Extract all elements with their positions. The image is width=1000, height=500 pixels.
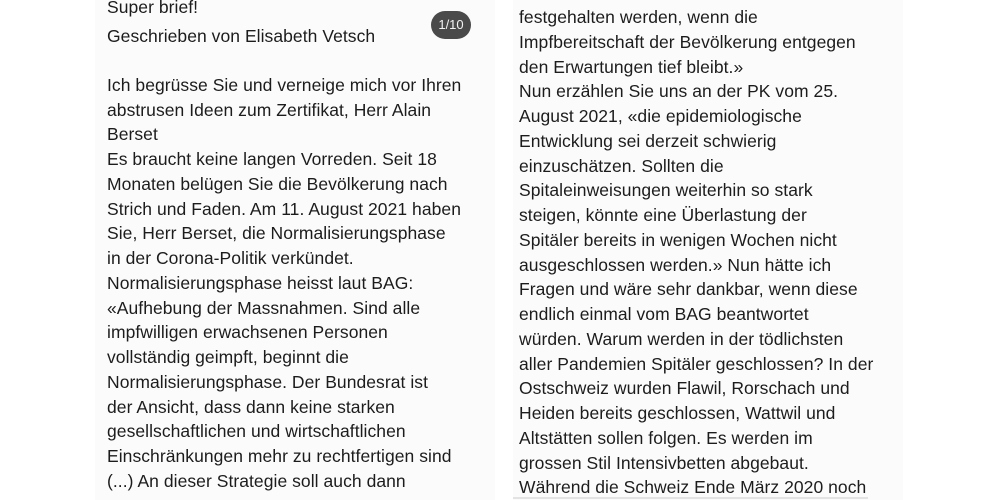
text-line: impfwilligen erwachsenen Personen [107, 322, 388, 342]
document-page-left [95, 0, 495, 500]
text-line: Impfbereitschaft der Bevölkerung entgegen [519, 32, 856, 52]
text-line: abstrusen Ideen zum Zertifikat, Herr Alain [107, 99, 432, 120]
text-line: würden. Warum werden in der tödlichsten [519, 329, 844, 349]
text-line: Ich begrüsse Sie und verneige mich vor Ihren [107, 75, 462, 95]
page-divider [513, 497, 868, 499]
text-line: August 2021, «die epidemiologische [519, 106, 802, 126]
text-line: Sie, Herr Berset, die Normalisierungsphase [107, 223, 446, 243]
text-line: Nun erzählen Sie uns an der PK vom 25. [519, 81, 839, 101]
text-line: Entwicklung sei derzeit schwierig [519, 131, 777, 151]
text-line: der Ansicht, dass dann keine starken [107, 396, 395, 417]
text-line: in der Corona-Politik verkündet. [107, 248, 354, 268]
text-line: endlich einmal vom BAG beantwortet [519, 304, 809, 324]
letter-headline: Super brief! [107, 0, 199, 17]
text-line: Normalisierungsphase. Der Bundesrat ist [107, 372, 428, 392]
text-line: Altstätten sollen folgen. Es werden im [519, 428, 813, 448]
text-line: Es braucht keine langen Vorreden. Seit 18 [107, 149, 437, 169]
text-line: (...) An dieser Strategie soll auch dann [107, 471, 406, 491]
text-line: Heiden bereits geschlossen, Wattwil und [519, 403, 836, 423]
text-line: festgehalten werden, wenn die [519, 7, 758, 27]
text-line: «Aufhebung der Massnahmen. Sind alle [107, 297, 421, 318]
text-line: Spitäler bereits in wenigen Wochen nicht [519, 230, 837, 250]
text-line: einzuschätzen. Sollten die [519, 155, 724, 176]
text-line: Monaten belügen Sie die Bevölkerung nach [107, 174, 448, 194]
text-line: aller Pandemien Spitäler geschlossen? In der [519, 353, 874, 374]
text-line: grossen Stil Intensivbetten abgebaut. [519, 452, 809, 473]
text-line: gesellschaftlichen und wirtschaftlichen [107, 421, 406, 441]
text-line: Fragen und wäre sehr dankbar, wenn diese [519, 279, 858, 299]
text-line: Während die Schweiz Ende März 2020 noch [519, 477, 867, 497]
text-line: Berset [107, 124, 158, 144]
text-line: Ostschweiz wurden Flawil, Rorschach und [519, 378, 850, 398]
text-line: den Erwartungen tief bleibt.» [519, 56, 744, 77]
text-line: Normalisierungsphase heisst laut BAG: [107, 273, 414, 293]
letter-byline: Geschrieben von Elisabeth Vetsch [107, 25, 376, 46]
text-line: steigen, könnte eine Überlastung der [519, 205, 807, 225]
text-line: vollständig geimpft, beginnt die [107, 347, 349, 367]
text-line: Strich und Faden. Am 11. August 2021 haben [107, 198, 461, 219]
text-line: ausgeschlossen werden.» Nun hätte ich [519, 254, 832, 275]
text-line: Einschränkungen mehr zu rechtfertigen sind [107, 446, 452, 466]
text-line: Spitaleinweisungen weiterhin so stark [519, 180, 813, 200]
document-page-right [513, 0, 903, 500]
page-counter-badge: 1/10 [431, 11, 471, 39]
